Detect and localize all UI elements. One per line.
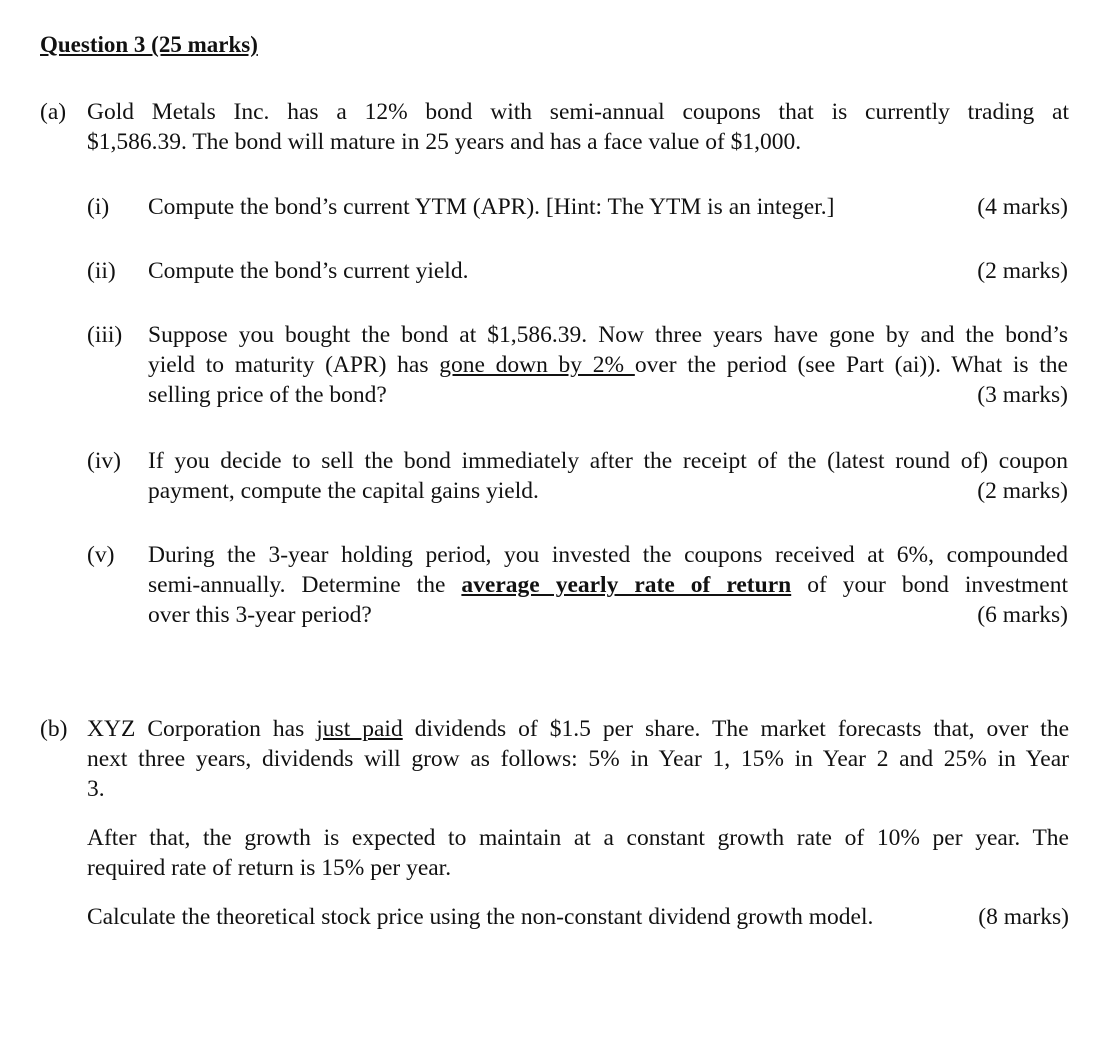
underlined-phrase: just paid [316, 716, 403, 742]
item-line-3: over this 3-year period? [148, 602, 372, 628]
item-marks: (4 marks) [977, 194, 1068, 220]
question-title: Question 3 (25 marks) [40, 32, 258, 57]
part-a-text [87, 97, 1069, 157]
part-a-line-1: Gold Metals Inc. has a 12% bond with semi-annual coupons that is currently trading at [87, 99, 1069, 125]
item-label: (iv) [87, 448, 121, 474]
part-b-p2-line-1: After that, the growth is expected to maintain at a constant growth rate of 10% per year. The [87, 825, 1069, 851]
emphasized-phrase: average yearly rate of return [461, 572, 792, 598]
part-b-label: (b) [40, 716, 68, 742]
item-text: Compute the bond’s current YTM (APR). [Hint: The YTM is an integer.] [148, 194, 835, 220]
part-b-p2-line-2: required rate of return is 15% per year. [87, 855, 452, 881]
part-b-line-1: XYZ Corporation has just paid dividends of $1.5 per share. The market forecasts that, over the [87, 716, 1069, 742]
item-line-1: Suppose you bought the bond at $1,586.39. Now three years have gone by and the bond’s [148, 322, 1068, 348]
underlined-phrase: gone down by 2% [439, 352, 635, 378]
item-marks: (2 marks) [977, 478, 1068, 504]
part-a-line-2: $1,586.39. The bond will mature in 25 years and has a face value of $1,000. [87, 129, 802, 155]
part-b-line-3: 3. [87, 776, 105, 802]
item-line-1: During the 3-year holding period, you invested the coupons received at 6%, compounded [148, 542, 1068, 568]
item-label: (ii) [87, 258, 116, 284]
part-b-p3-marks: (8 marks) [978, 904, 1069, 930]
item-marks: (6 marks) [977, 602, 1068, 628]
item-line-2: payment, compute the capital gains yield. [148, 478, 539, 504]
part-b-paragraph-1 [87, 714, 1069, 804]
item-text: Compute the bond’s current yield. [148, 258, 469, 284]
item-label: (v) [87, 542, 115, 568]
item-marks: (2 marks) [977, 258, 1068, 284]
item-label: (iii) [87, 322, 123, 348]
item-line-2: yield to maturity (APR) has gone down by 2% over the period (see Part (ai)). What is the [148, 352, 1068, 378]
part-b-p3-text: Calculate the theoretical stock price using the non-constant dividend growth model. [87, 904, 874, 930]
item-label: (i) [87, 194, 110, 220]
item-line-1: If you decide to sell the bond immediately after the receipt of the (latest round of) coupon [148, 448, 1068, 474]
part-b-line-2: next three years, dividends will grow as follows: 5% in Year 1, 15% in Year 2 and 25% in Year [87, 746, 1069, 772]
item-line-3: selling price of the bond? [148, 382, 387, 408]
item-marks: (3 marks) [977, 382, 1068, 408]
item-line-2: semi-annually. Determine the average yearly rate of return of your bond investment [148, 572, 1068, 598]
part-a-label: (a) [40, 99, 67, 125]
